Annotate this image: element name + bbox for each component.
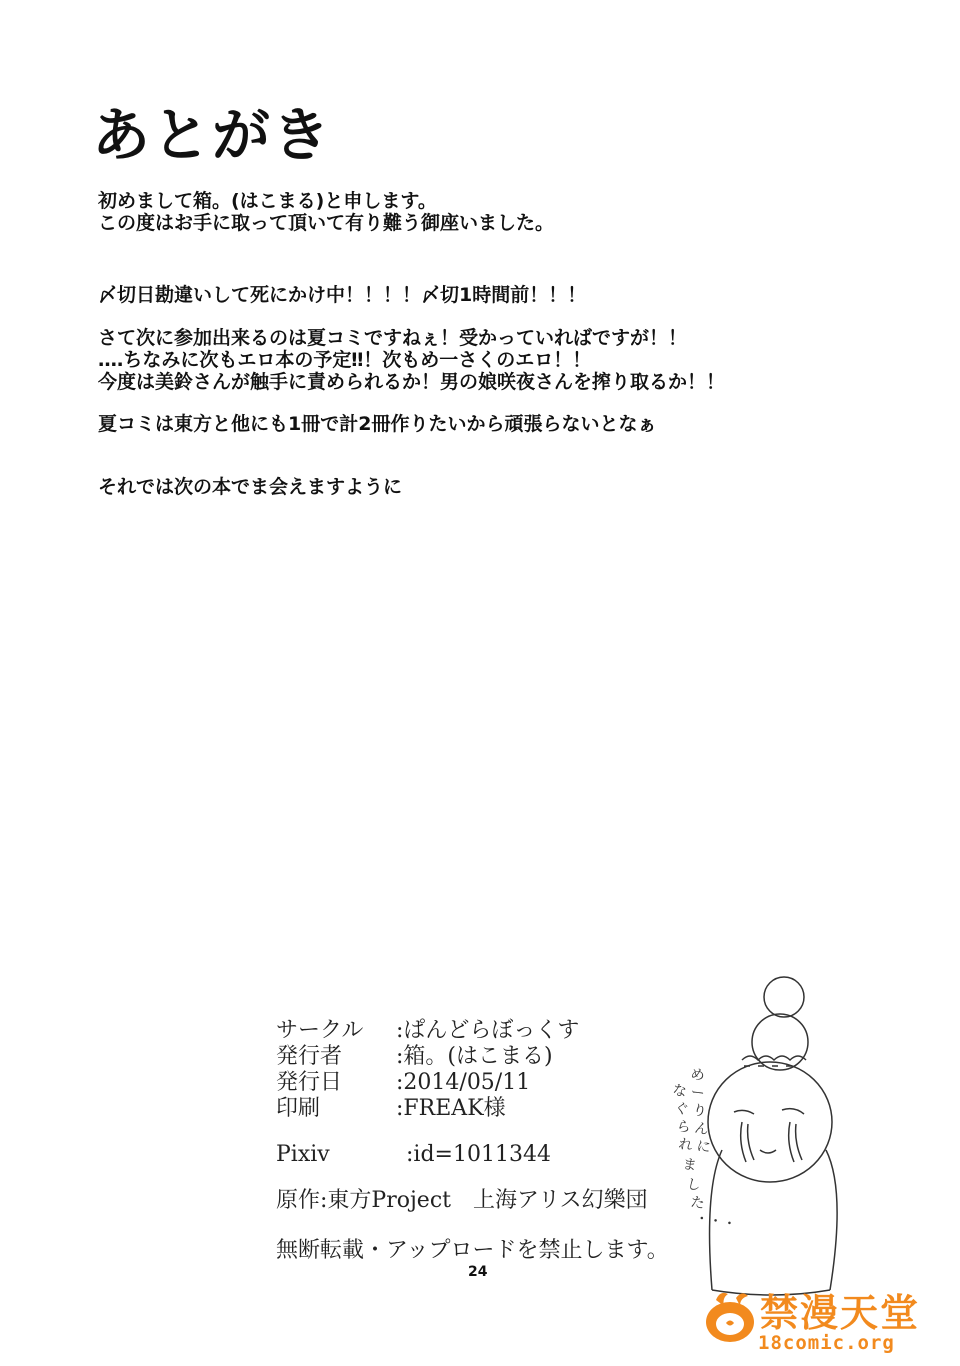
- text-line: それでは次の本でま会えますように: [98, 476, 403, 498]
- text-line: 初めまして箱。(はこまる)と申します。: [98, 190, 437, 212]
- text-line: 〆切日勘違いして死にかけ中！！！！〆切1時間前！！！: [98, 284, 587, 306]
- text-line: 今度は美鈴さんが触手に責められるか！男の娘咲夜さんを搾り取るか！！: [98, 371, 726, 393]
- handwritten-note-9: れ: [677, 1136, 694, 1155]
- handwritten-note-13: ・・・: [693, 1210, 738, 1234]
- date-label: 発行日: [276, 1070, 343, 1095]
- original-work: 原作:東方Project 上海アリス幻樂団: [276, 1188, 648, 1213]
- page-number: 24: [468, 1264, 488, 1280]
- handwritten-note-12: た: [689, 1194, 706, 1213]
- circle-label: サークル: [276, 1018, 364, 1043]
- watermark-name: 禁漫天堂: [760, 1291, 921, 1335]
- handwritten-note-6: な: [671, 1082, 688, 1101]
- date-value: :2014/05/11: [396, 1070, 531, 1095]
- publisher-value: :箱。(はこまる): [396, 1044, 553, 1069]
- pixiv-value: :id=1011344: [406, 1142, 551, 1167]
- watermark-url: 18comic.org: [758, 1332, 895, 1354]
- watermark: [700, 1282, 940, 1362]
- handwritten-note-7: ぐ: [673, 1100, 690, 1119]
- handwritten-note-10: ま: [681, 1156, 698, 1175]
- publisher-label: 発行者: [276, 1044, 343, 1069]
- print-value: :FREAK様: [396, 1096, 506, 1121]
- whale-logo-icon: [700, 1286, 756, 1346]
- reprint-notice: 無断転載・アップロードを禁止します。: [276, 1238, 669, 1263]
- pixiv-label: Pixiv: [276, 1142, 330, 1167]
- handwritten-note-4: ん: [693, 1120, 710, 1139]
- handwritten-note-2: ー: [689, 1084, 706, 1103]
- text-line: この度はお手に取って頂いて有り難う御座いました。: [98, 212, 555, 234]
- text-line: ‥‥ちなみに次もエロ本の予定‼！次もめ一さくのエロ！！: [98, 349, 592, 371]
- handwritten-note-8: ら: [675, 1118, 692, 1137]
- handwritten-note-11: し: [685, 1176, 702, 1195]
- circle-value: :ぱんどらぼっくす: [396, 1018, 580, 1043]
- page-title: あとがき: [92, 101, 333, 169]
- print-label: 印刷: [276, 1096, 321, 1121]
- handwritten-note-1: め: [689, 1066, 706, 1085]
- text-line: さて次に参加出来るのは夏コミですねぇ！受かっていればですが！！: [98, 327, 688, 349]
- handwritten-note-3: り: [691, 1102, 708, 1121]
- text-line: 夏コミは東方と他にも1冊で計2冊作りたいから頑張らないとなぁ: [98, 413, 657, 435]
- handwritten-note-5: に: [695, 1138, 712, 1157]
